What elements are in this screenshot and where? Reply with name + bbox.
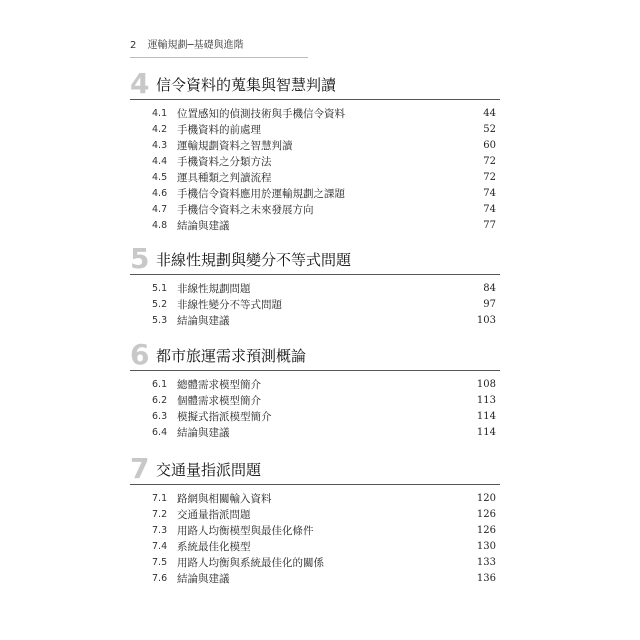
section-page: 136: [476, 573, 496, 584]
section-page: 72: [483, 156, 496, 167]
section-page: 114: [476, 427, 496, 438]
chapter-title: 都市旅運需求預測概論: [156, 347, 307, 365]
toc-entry[interactable]: [130, 393, 500, 409]
section-title: 用路人均衡模型與最佳化條件: [177, 525, 314, 537]
section-number: 5.1: [152, 283, 168, 294]
toc-entry[interactable]: [130, 539, 500, 555]
toc-entry[interactable]: [130, 409, 500, 425]
section-page: 74: [483, 188, 496, 199]
toc-entry[interactable]: [130, 138, 500, 154]
toc-entry[interactable]: [130, 202, 500, 218]
section-number: 7.5: [152, 557, 168, 568]
section-title: 結論與建議: [177, 573, 230, 585]
section-number: 4.2: [152, 124, 168, 135]
chapter-heading: [130, 242, 500, 275]
section-page: 113: [476, 395, 496, 406]
section-number: 4.8: [152, 220, 168, 231]
toc-entries: [130, 106, 500, 234]
chapter-heading: [130, 67, 500, 100]
section-page: 114: [476, 411, 496, 422]
section-title: 總體需求模型簡介: [177, 379, 261, 391]
toc-entry[interactable]: [130, 170, 500, 186]
page-number: 2: [130, 40, 137, 51]
section-number: 7.4: [152, 541, 168, 552]
section-title: 非線性變分不等式問題: [177, 299, 282, 311]
toc-entries: [130, 281, 500, 329]
toc-entry[interactable]: [130, 507, 500, 523]
chapter-number: 5: [130, 242, 150, 275]
section-title: 結論與建議: [177, 427, 230, 439]
section-number: 5.3: [152, 315, 168, 326]
chapter-4: [130, 67, 500, 234]
section-title: 系統最佳化模型: [177, 541, 251, 553]
section-number: 6.1: [152, 379, 168, 390]
book-title: 運輸規劃─基礎與進階: [147, 40, 244, 51]
toc-entry[interactable]: [130, 555, 500, 571]
chapter-heading: [130, 338, 500, 371]
section-number: 4.7: [152, 204, 168, 215]
chapter-5: [130, 242, 500, 329]
section-title: 交通量指派問題: [177, 509, 251, 521]
section-page: 130: [476, 541, 496, 552]
toc-entry[interactable]: [130, 218, 500, 234]
section-number: 7.2: [152, 509, 168, 520]
chapter-title: 交通量指派問題: [156, 461, 262, 479]
section-title: 結論與建議: [177, 315, 230, 327]
chapter-6: [130, 338, 500, 441]
section-number: 4.1: [152, 108, 168, 119]
toc-entry[interactable]: [130, 377, 500, 393]
chapter-heading: [130, 452, 500, 485]
section-number: 7.3: [152, 525, 168, 536]
chapter-title: 非線性規劃與變分不等式問題: [156, 251, 352, 269]
toc-entry[interactable]: [130, 281, 500, 297]
chapter-title: 信令資料的蒐集與智慧判讀: [156, 76, 337, 94]
chapter-number: 4: [130, 67, 150, 100]
section-page: 126: [476, 525, 496, 536]
chapter-number: 6: [130, 338, 150, 371]
section-page: 52: [483, 124, 496, 135]
section-title: 非線性規劃問題: [177, 283, 251, 295]
section-number: 6.2: [152, 395, 168, 406]
chapter-7: [130, 452, 500, 587]
section-number: 4.5: [152, 172, 168, 183]
section-number: 6.3: [152, 411, 168, 422]
section-number: 7.1: [152, 493, 168, 504]
section-page: 84: [483, 283, 496, 294]
section-number: 4.3: [152, 140, 168, 151]
section-title: 手機資料的前處理: [177, 124, 261, 136]
toc-entry[interactable]: [130, 313, 500, 329]
section-page: 133: [476, 557, 496, 568]
section-number: 4.6: [152, 188, 168, 199]
section-title: 手機信令資料應用於運輸規劃之課題: [177, 188, 345, 200]
section-page: 74: [483, 204, 496, 215]
toc-entry[interactable]: [130, 154, 500, 170]
toc-entry[interactable]: [130, 491, 500, 507]
section-title: 用路人均衡與系統最佳化的關係: [177, 557, 324, 569]
section-title: 運輸規劃資料之智慧判讀: [177, 140, 293, 152]
section-page: 60: [483, 140, 496, 151]
toc-entry[interactable]: [130, 122, 500, 138]
toc-entry[interactable]: [130, 297, 500, 313]
section-title: 運具種類之判讀流程: [177, 172, 272, 184]
section-number: 6.4: [152, 427, 168, 438]
toc-entry[interactable]: [130, 425, 500, 441]
toc-entry[interactable]: [130, 571, 500, 587]
section-title: 手機資料之分類方法: [177, 156, 272, 168]
section-title: 路網與相關輸入資料: [177, 493, 272, 505]
section-title: 位置感知的偵測技術與手機信令資料: [177, 108, 345, 120]
section-title: 個體需求模型簡介: [177, 395, 261, 407]
toc-entry[interactable]: [130, 523, 500, 539]
toc-entry[interactable]: [130, 106, 500, 122]
section-page: 97: [483, 299, 496, 310]
section-page: 103: [476, 315, 496, 326]
section-number: 5.2: [152, 299, 168, 310]
toc-entry[interactable]: [130, 186, 500, 202]
section-page: 44: [483, 108, 496, 119]
section-title: 結論與建議: [177, 220, 230, 232]
section-number: 4.4: [152, 156, 168, 167]
section-title: 手機信令資料之未來發展方向: [177, 204, 314, 216]
section-page: 77: [483, 220, 496, 231]
running-header: [130, 36, 308, 58]
section-page: 108: [476, 379, 496, 390]
chapter-number: 7: [130, 452, 150, 485]
toc-entries: [130, 377, 500, 441]
toc-entries: [130, 491, 500, 587]
section-page: 120: [476, 493, 496, 504]
section-page: 72: [483, 172, 496, 183]
section-page: 126: [476, 509, 496, 520]
section-title: 模擬式指派模型簡介: [177, 411, 272, 423]
section-number: 7.6: [152, 573, 168, 584]
